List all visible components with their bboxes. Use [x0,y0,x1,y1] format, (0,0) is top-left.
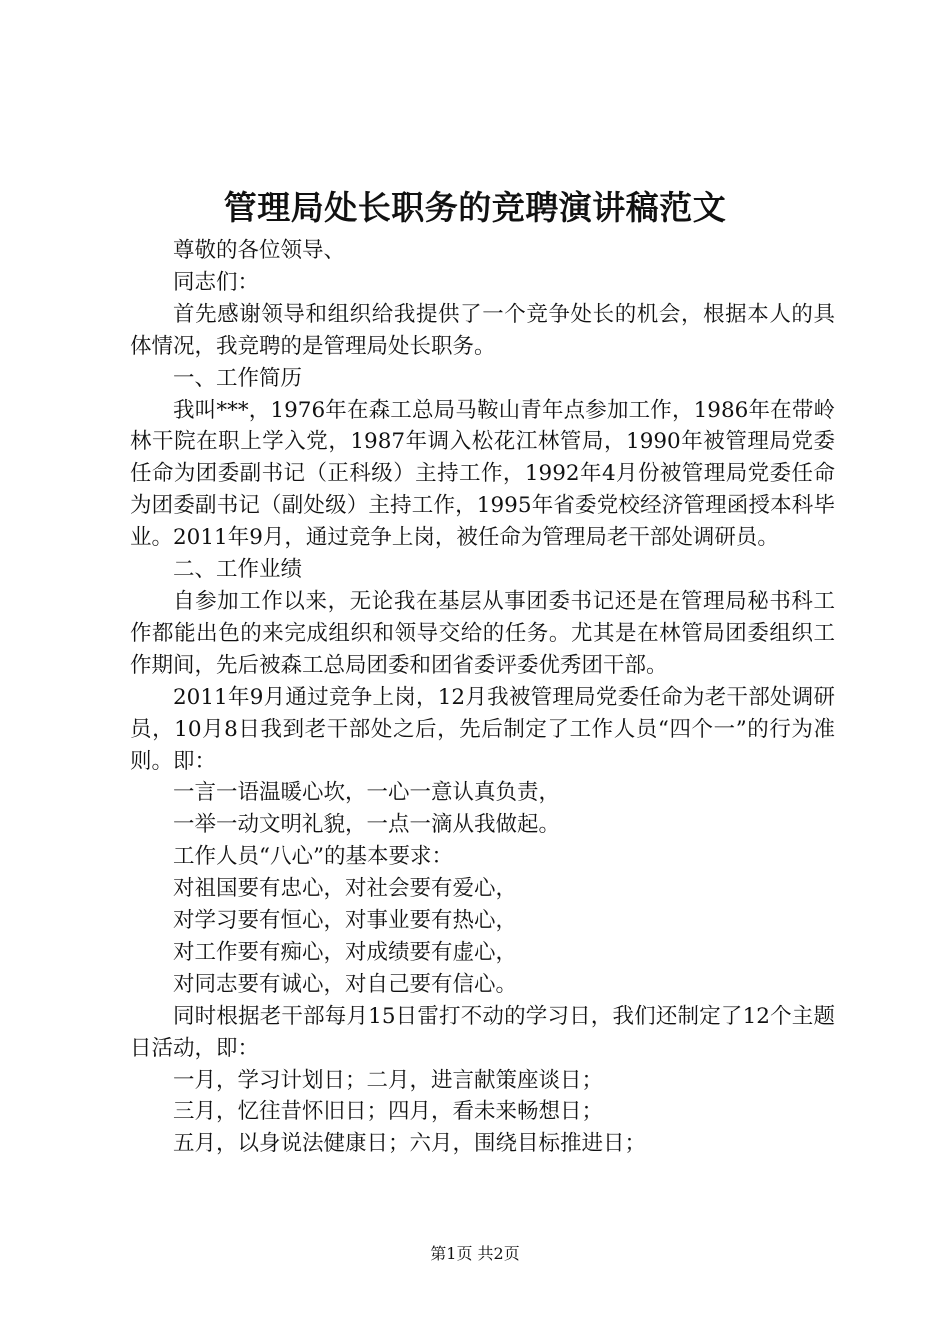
page-footer: 第1页 共2页 [430,1244,520,1263]
paragraph-code-line-1: 一言一语温暖心坎，一心一意认真负责， [173,780,561,806]
section-heading-achievements: 二、工作业绩 [173,557,303,583]
paragraph-achievements: 自参加工作以来，无论我在基层从事团委书记还是在管理局秘书科工作都能出色的来完成组织和领导交给的任务。尤其是在林管局团委组织工作期间，先后被森工总局团委和团省委评委优秀团干部。 [130,588,835,678]
document-title: 管理局处长职务的竞聘演讲稿范文 [223,188,727,227]
document-body [130,235,835,1160]
paragraph-eight-hearts-3: 对工作要有痴心，对成绩要有虚心， [173,939,518,965]
paragraph-salutation-1: 尊敬的各位领导、 [173,238,346,263]
paragraph-eight-hearts-heading: 工作人员“八心”的基本要求： [173,844,453,870]
paragraph-salutation-2: 同志们： [173,269,260,295]
paragraph-code-line-2: 一举一动文明礼貌，一点一滴从我做起。 [173,812,561,838]
section-heading-work-history: 一、工作简历 [173,365,303,391]
paragraph-eight-hearts-4: 对同志要有诚心，对自己要有信心。 [173,971,518,997]
paragraph-appointment: 2011年9月通过竞争上岗，12月我被管理局党委任命为老干部处调研员，10月8日我到老干部处之后，先后制定了工作人员“四个一”的行为准则。即： [130,684,835,774]
paragraph-theme-days-intro: 同时根据老干部每月15日雷打不动的学习日，我们还制定了12个主题日活动，即： [130,1003,835,1061]
paragraph-theme-days-1: 一月，学习计划日；二月，进言献策座谈日； [173,1067,604,1093]
paragraph-work-history: 我叫***，1976年在森工总局马鞍山青年点参加工作，1986年在带岭林干院在职上学入党，1987年调入松花江林管局，1990年被管理局党委任命为团委副书记（正科级）主持工作，1992年4月份被管理局党委任命为团委副书记（副处级）主持工作，1995年省委党校经济管理函授本科毕业。2011年9月，通过竞争上岗，被任命为管理局老干部处调研员。 [130,397,835,551]
paragraph-intro: 首先感谢领导和组织给我提供了一个竞争处长的机会，根据本人的具体情况，我竞聘的是管理局处长职务。 [130,301,835,359]
paragraph-theme-days-3: 五月，以身说法健康日；六月，围绕目标推进日； [173,1131,647,1157]
paragraph-eight-hearts-1: 对祖国要有忠心，对社会要有爱心， [173,876,518,902]
paragraph-theme-days-2: 三月，忆往昔怀旧日；四月，看未来畅想日； [173,1099,604,1125]
paragraph-eight-hearts-2: 对学习要有恒心，对事业要有热心， [173,908,518,934]
